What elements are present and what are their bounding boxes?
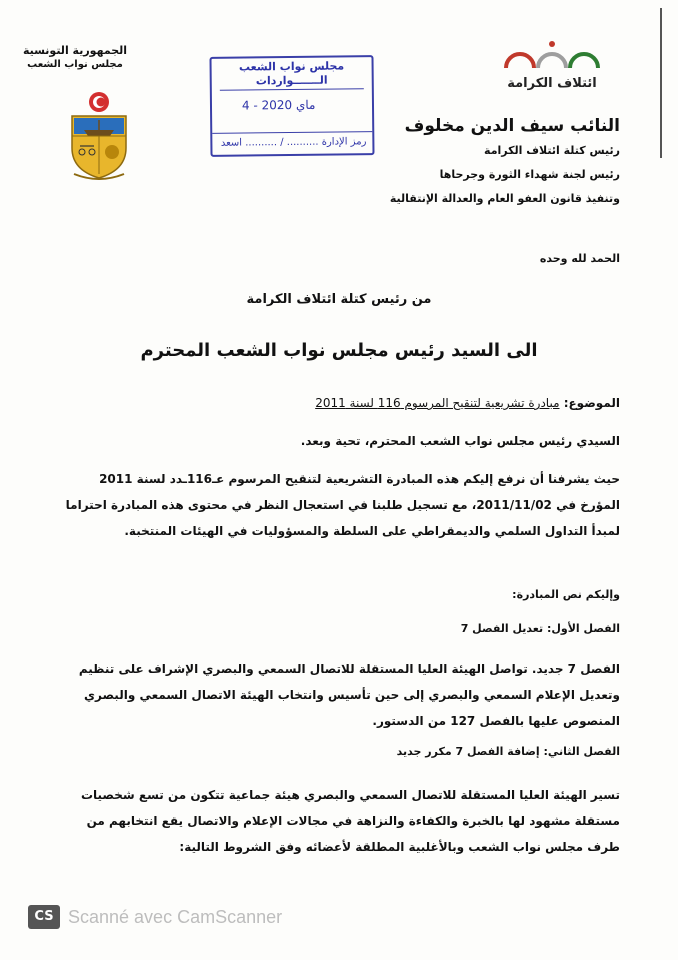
camscanner-logo-icon: CS [28,905,60,929]
recipient-line: الى السيد رئيس مجلس نواب الشعب المحترم [140,340,538,361]
sender-line: من رئيس كتلة ائتلاف الكرامة [246,292,432,307]
tunisia-emblem-icon [66,90,132,180]
paragraph-1: حيث يشرفنا أن نرفع إليكم هذه المبادرة التشريعية لتنقيح المرسوم عـ116ـدد لسنة 2011 المؤرخ في 2011/11/02، مع تسجيل طلبنا في استعجال النظر في محتوى هذه المبادرة احتراما لمبدأ التداول السلمي والديمقراطي على السلطة والمسؤوليات في الهيئات المنتخبة. [65,472,620,538]
paper-edge [660,8,662,158]
state-header [20,44,130,70]
subject-value: مبادرة تشريعية لتنقيح المرسوم 116 لسنة 2011 [315,396,560,410]
deputy-role-1: رئيس كتلة ائتلاف الكرامة [484,144,620,157]
party-name: ائتلاف الكرامة [507,76,597,91]
subject-label: الموضوع: [563,396,620,410]
deputy-name: النائب سيف الدين مخلوف [404,116,620,136]
stamp-subtitle: الـــــــواردات [220,73,364,91]
chapter-2-text: تسير الهيئة العليا المستقلة للاتصال السمعي والبصري هيئة جماعية تتكون من تسع شخصيات مستقلة مشهود لها بالخبرة والكفاءة والنزاهة في مجالات الإعلام والاتصال يقع انتخابهم من طرف مجلس نواب الشعب وبالأغلبية المطلقة لأعضائه وفق الشروط التالية: [80,788,620,854]
camscanner-watermark: Scanné avec CamScanner [68,907,283,927]
republic-label: الجمهورية التونسية [22,44,128,57]
stamp-date: 4 - ماي 2020 [241,97,316,113]
deputy-role-2: رئيس لجنة شهداء الثورة وجرحاها [439,168,620,181]
deputy-info [300,116,620,216]
parliament-label: مجلس نواب الشعب [27,59,123,70]
subject-line [60,396,620,410]
stamp-title: مجلس نواب الشعب [238,59,345,74]
initiative-intro: وإليكم نص المبادرة: [512,588,620,601]
salutation: السيدي رئيس مجلس نواب الشعب المحترم، تحية وبعد. [300,434,620,448]
opening-greeting: الحمد لله وحده [539,252,620,265]
chapter-1-title: الفصل الأول: تعديل الفصل 7 [460,622,620,635]
chapter-2-title: الفصل الثاني: إضافة الفصل 7 مكرر جديد [396,745,620,758]
party-logo-icon [492,34,612,104]
stamp-admin-code: رمز الإدارة .......... / .......... اسعد [212,131,372,155]
deputy-role-3: وتنفيذ قانون العفو العام والعدالة الإنتقالية [389,192,620,205]
chapter-1-text: الفصل 7 جديد. تواصل الهيئة العليا المستقلة للاتصال السمعي والبصري الإشراف على تنظيم وتعديل الإعلام السمعي والبصري إلى حين تأسيس وانتخاب الهيئة الاتصال السمعي والبصري المنصوص عليها بالفصل 127 من الدستور. [78,662,620,728]
